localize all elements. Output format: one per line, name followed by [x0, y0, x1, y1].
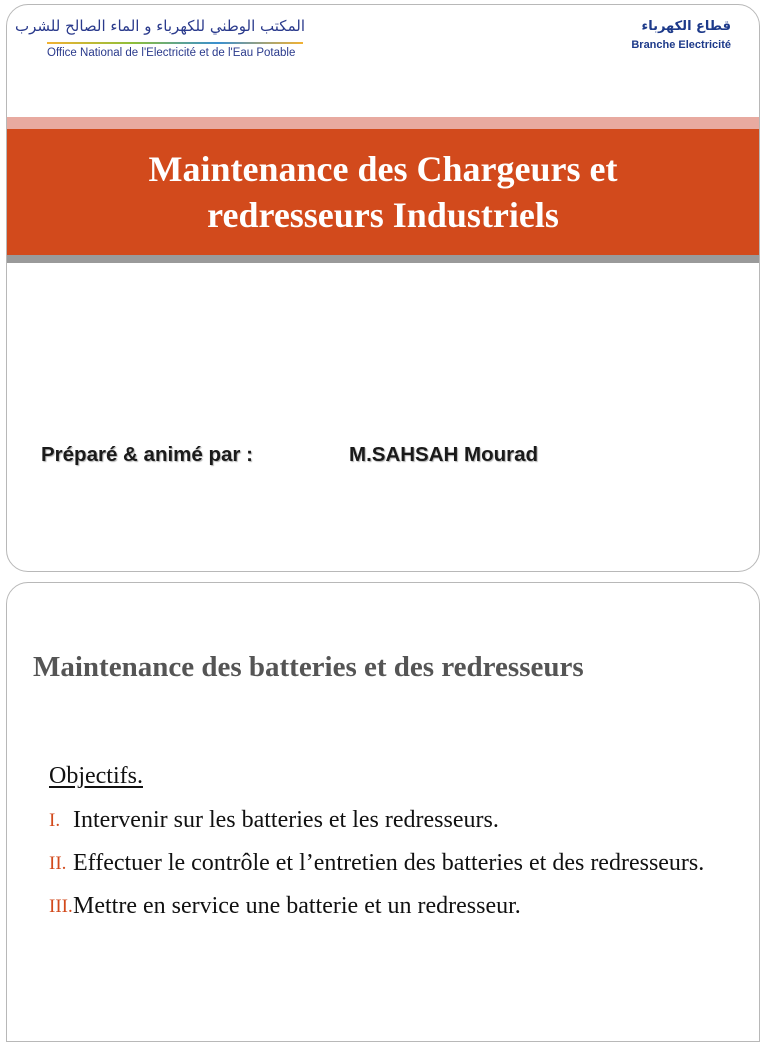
- list-item: [49, 889, 739, 924]
- org-name-french: Office National de l'Electricité et de l'Eau Potable: [47, 47, 296, 59]
- branch-name-french: Branche Electricité: [631, 39, 731, 51]
- objectives-list: [49, 803, 739, 932]
- title-slide: [6, 4, 760, 572]
- presenter-label: Préparé & animé par :: [41, 443, 253, 466]
- objectives-slide: [6, 582, 760, 1042]
- list-item: [49, 803, 739, 838]
- logo-divider: [47, 42, 303, 44]
- list-item-number: I.: [49, 810, 61, 831]
- presenter-name: M.SAHSAH Mourad: [349, 443, 539, 466]
- list-item-number: III.: [49, 896, 73, 917]
- branch-name-arabic: قطاع الكهرباء: [641, 19, 731, 34]
- list-item: [49, 846, 739, 881]
- title-band-bottom-stripe: [7, 255, 759, 263]
- list-item-text: Intervenir sur les batteries et les redresseurs.: [73, 807, 499, 833]
- title-band-top-stripe: [7, 117, 759, 129]
- list-item-number: II.: [49, 853, 67, 874]
- list-item-text: Mettre en service une batterie et un redresseur.: [73, 893, 521, 919]
- objectives-heading: Objectifs.: [49, 763, 143, 789]
- title-band: [7, 129, 759, 255]
- org-name-arabic: المكتب الوطني للكهرباء و الماء الصالح للشرب: [15, 17, 305, 35]
- presentation-title: Maintenance des Chargeurs et redresseurs Industriels: [148, 149, 618, 235]
- list-item-text: Effectuer le contrôle et l’entretien des batteries et des redresseurs.: [73, 850, 705, 876]
- slide-title: Maintenance des batteries et des redresseurs: [33, 651, 584, 683]
